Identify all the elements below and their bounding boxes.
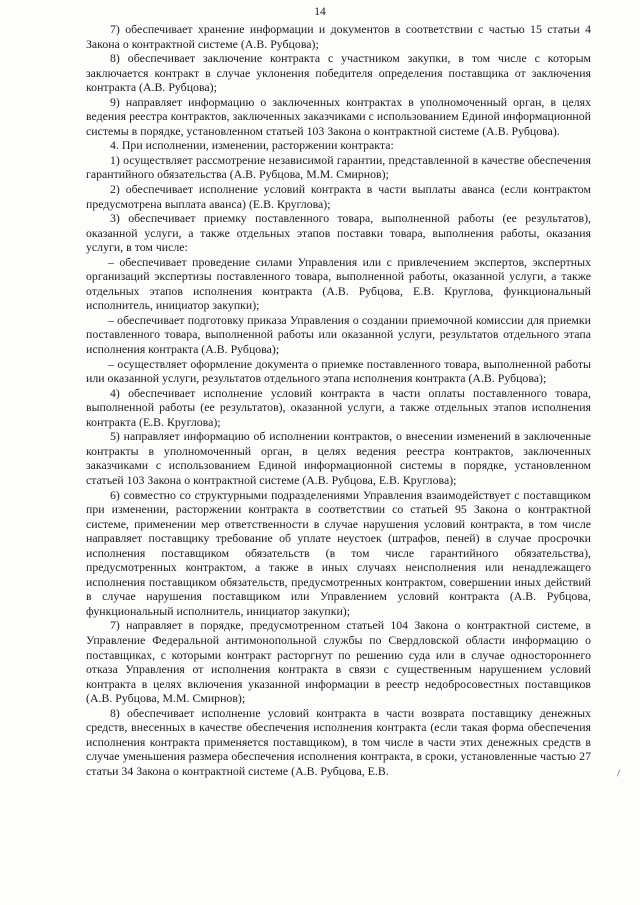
document-body xyxy=(86,22,591,778)
scan-mark xyxy=(617,770,623,778)
paragraph-4-3-dash-3: – осуществляет оформление документа о приемке поставленного товара, выполненной работы или оказанной услуги, результатов отдельного этапа исполнения контракта (А.В. Рубцова); xyxy=(86,356,591,386)
paragraph-4-3-dash-1: – обеспечивает проведение силами Управления или с привлечением экспертов, экспертных организаций экспертизы поставленного товара, выполненной работы, оказанной услуги, а также отдельных этапов исполнения контракта (А.В. Рубцова, Е.В. Круглова, функциональный исполнитель, инициатор закупки); xyxy=(86,254,591,313)
paragraph-4-5: 5) направляет информацию об исполнении контрактов, о внесении изменений в заключенные контракты в уполномоченный орган, в целях ведения реестра контрактов, заключенных заказчиками с использованием Единой информационной системы в порядке, установленном статьей 103 Закона о контрактной системе (А.В. Рубцова, Е.В. Круглова); xyxy=(86,429,591,487)
paragraph-item-9: 9) направляет информацию о заключенных контрактах в уполномоченный орган, в целях ведения реестра контрактов, заключенных заказчиками с использованием Единой информационной системы в порядке, установленном статьей 103 Закона о контрактной системе (А.В. Рубцова). xyxy=(86,94,591,138)
paragraph-4-1: 1) осуществляет рассмотрение независимой гарантии, представленной в качестве обеспечения гарантийного обязательства (А.В. Рубцова, М.М. Смирнов); xyxy=(86,152,591,182)
paragraph-4-8: 8) обеспечивает исполнение условий контракта в части возврата поставщику денежных средств, внесенных в качестве обеспечения исполнения контракта (если такая форма обеспечения исполнения контракта применяется поставщиком), в том числе в части этих денежных средств в случае уменьшения размера обеспечения исполнения контракта, в сроки, установленные частью 27 статьи 34 Закона о контрактной системе (А.В. Рубцова, Е.В. xyxy=(86,705,591,778)
page-number: 14 xyxy=(314,6,326,18)
paragraph-4-3-dash-2: – обеспечивает подготовку приказа Управления о создании приемочной комиссии для приемки поставленного товара, выполненной работы или оказанной услуги, результатов отдельного этапа исполнения контракта (А.В. Рубцова); xyxy=(86,312,591,357)
section-heading-4: 4. При исполнении, изменении, расторжении контракта: xyxy=(110,138,394,153)
paragraph-4-3: 3) обеспечивает приемку поставленного товара, выполненной работы (ее результатов), оказанной услуги, а также отдельных этапов поставки товара, выполнения работы, оказания услуги, в том числе: xyxy=(86,211,591,255)
paragraph-4-6: 6) совместно со структурными подразделениями Управления взаимодействует с поставщиком при изменении, расторжении контракта в соответствии со статьей 95 Закона о контрактной системе, применении мер ответственности в случае нарушения условий контракта, в том числе направляет поставщику требование об уплате неустоек (штрафов, пеней) в случае просрочки исполнения поставщиком обязательств (в том числе гарантийного обязательства), предусмотренных контрактом, а также в иных случаях неисполнения или ненадлежащего исполнения поставщиком обязательств, предусмотренных контрактом, совершении иных действий в случае нарушения поставщиком или Управлением условий контракта (А.В. Рубцова, функциональный исполнитель, инициатор закупки); xyxy=(86,487,591,618)
paragraph-item-7: 7) обеспечивает хранение информации и документов в соответствии с частью 15 статьи 4 Закона о контрактной системе (А.В. Рубцова); xyxy=(86,22,591,51)
paragraph-item-8: 8) обеспечивает заключение контракта с участником закупки, в том числе с которым заключается контракт в случае уклонения победителя определения поставщика от заключения контракта (А.В. Рубцова); xyxy=(86,51,591,95)
paragraph-4-2: 2) обеспечивает исполнение условий контракта в части выплаты аванса (если контрактом предусмотрена выплата аванса) (Е.В. Круглова); xyxy=(86,182,591,211)
paragraph-4-7: 7) направляет в порядке, предусмотренном статьей 104 Закона о контрактной системе, в Управление Федеральной антимонопольной службы по Свердловской области информацию о поставщиках, с которыми контракт расторгнут по решению суда или в случае одностороннего отказа Управления от исполнения контракта в связи с существенным нарушением условий контракта в целях включения указанной информации в реестр недобросовестных поставщиков (А.В. Рубцова, М.М. Смирнов); xyxy=(86,618,591,706)
paragraph-4-4: 4) обеспечивает исполнение условий контракта в части оплаты поставленного товара, выполненной работы (ее результатов), оказанной услуги, а также отдельных этапов исполнения контракта (Е.В. Круглова); xyxy=(86,385,591,429)
